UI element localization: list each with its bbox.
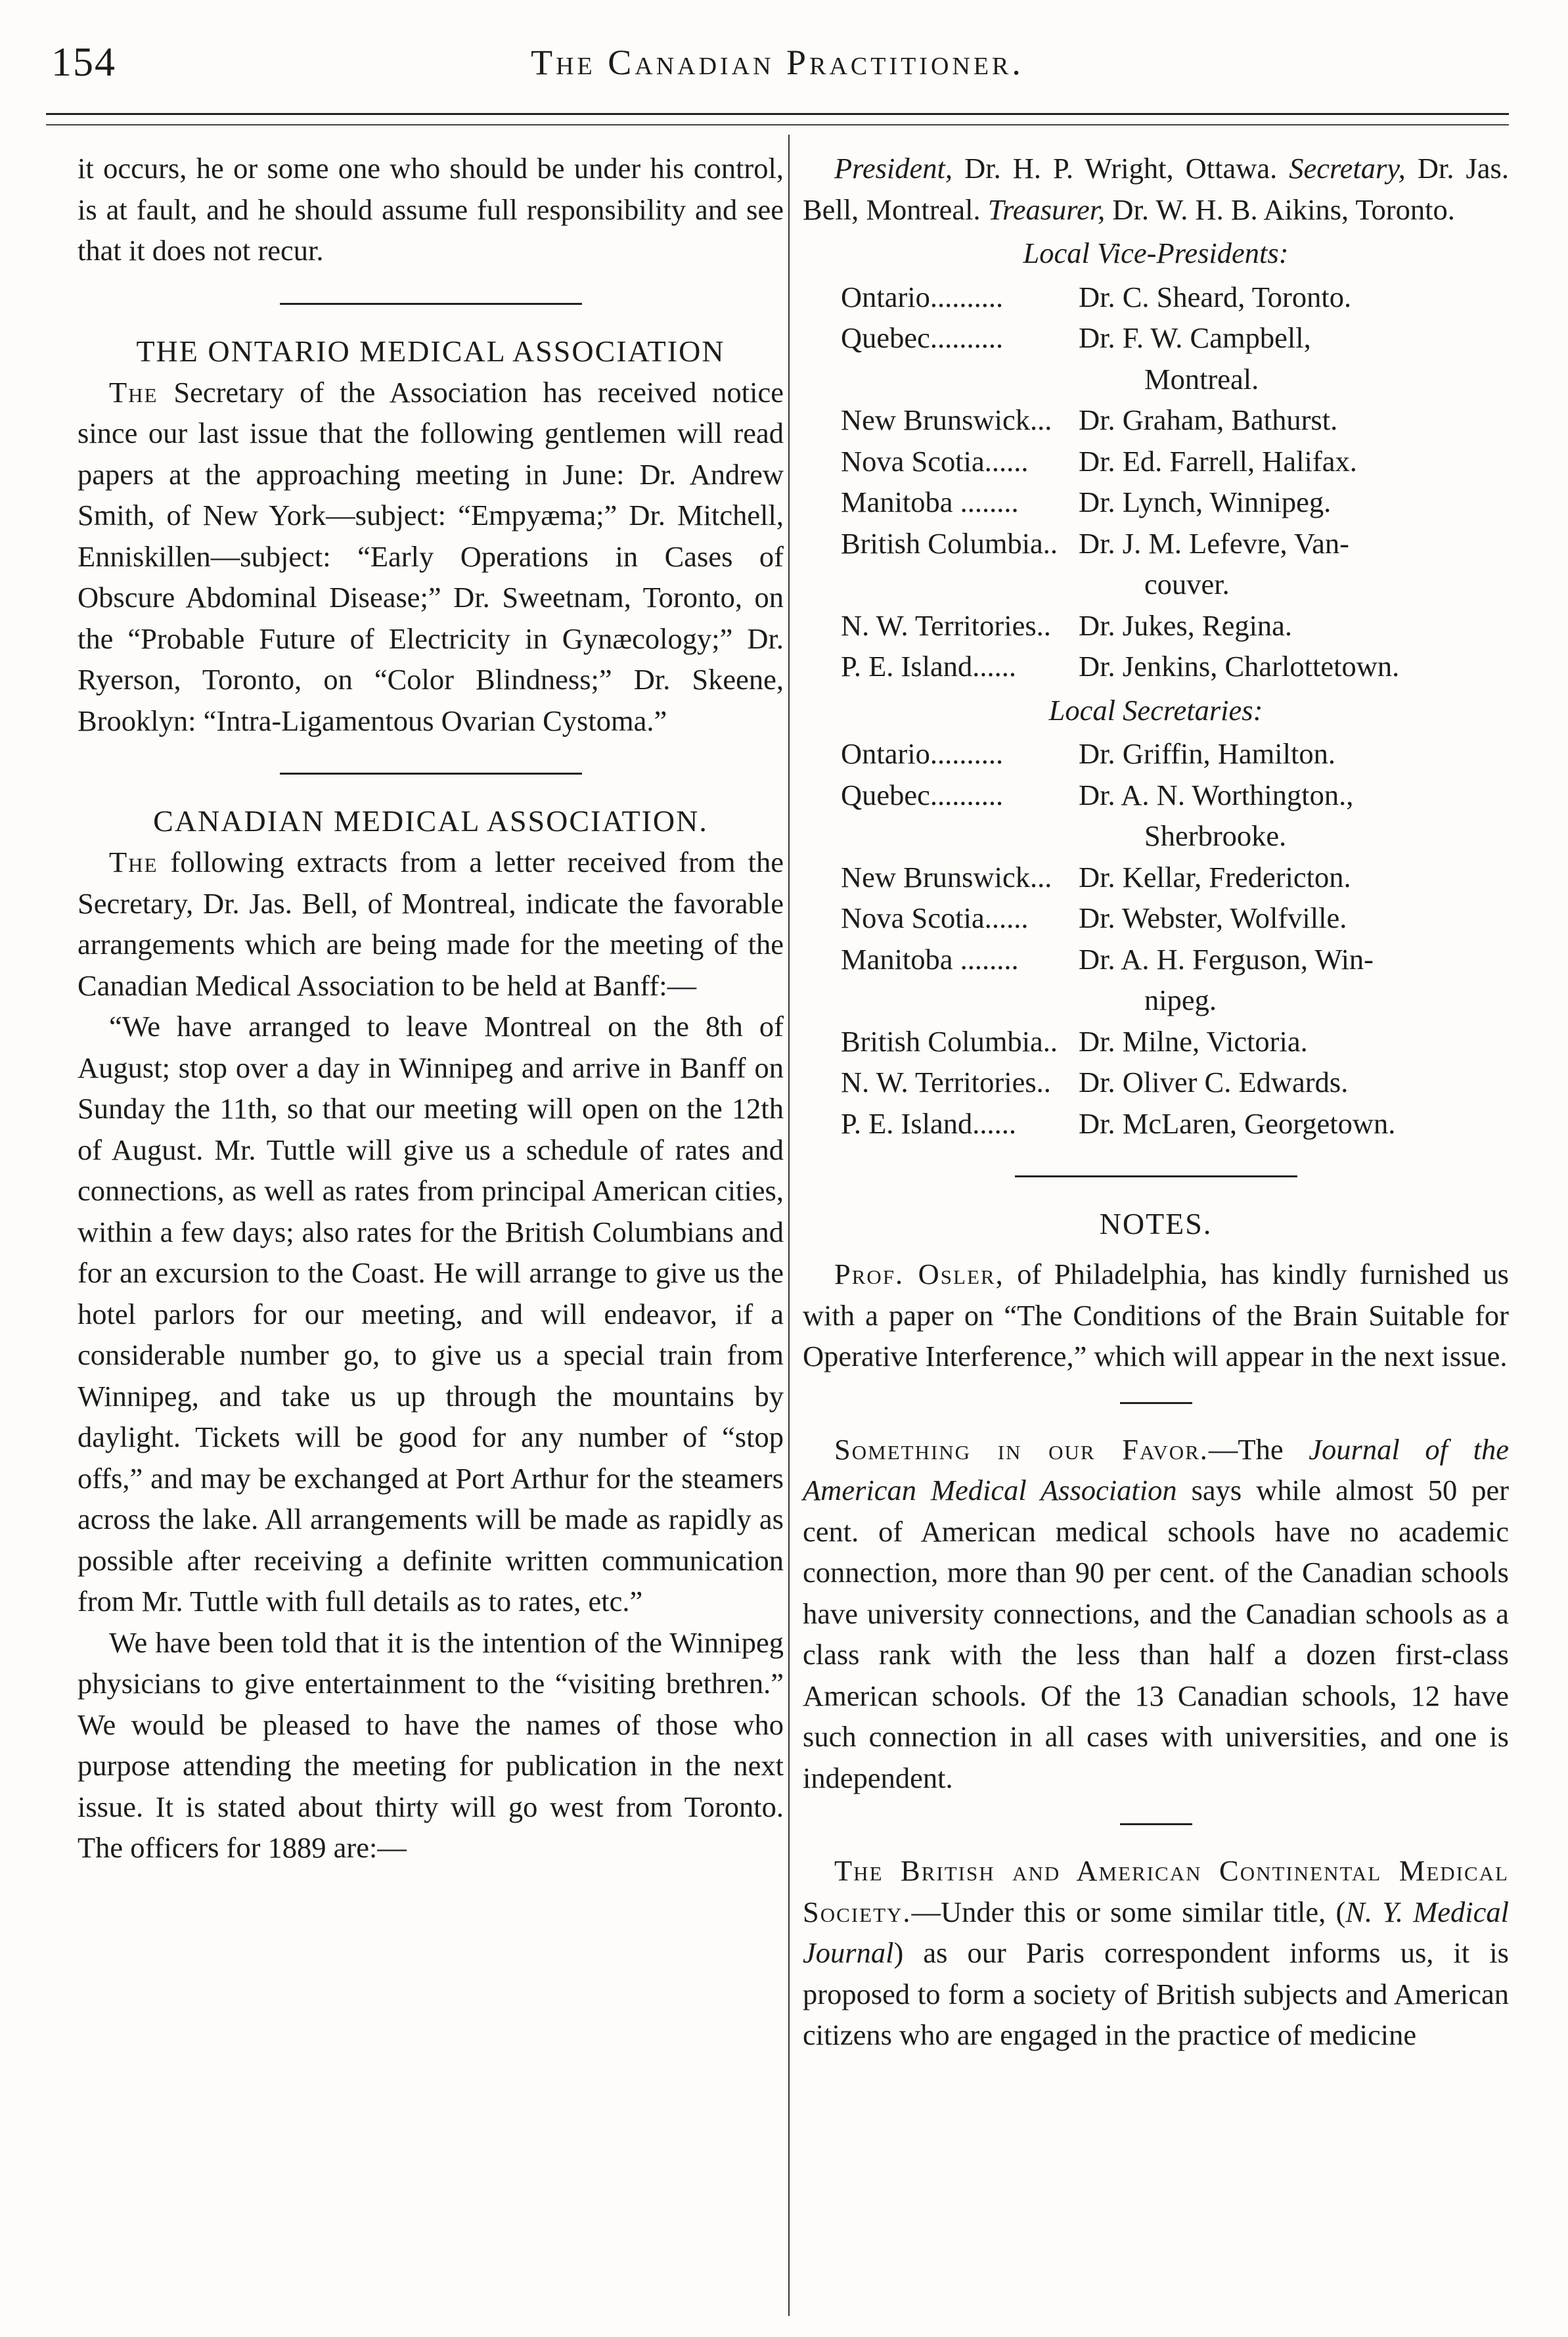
officer-name	[1079, 1103, 1509, 1145]
running-title: The Canadian Practitioner.	[531, 43, 1024, 82]
section-separator	[280, 773, 582, 775]
secretary-row	[803, 1062, 1509, 1103]
secretary-row	[803, 1021, 1509, 1062]
province-label: British Columbia..	[841, 526, 1058, 560]
header-double-rule	[46, 113, 1509, 125]
officer-name	[1079, 482, 1509, 523]
canadian-heading: CANADIAN MEDICAL ASSOCIATION.	[153, 804, 708, 838]
officer-name-text: Dr. Jenkins, Charlottetown.	[1079, 650, 1400, 683]
officer-name-text: Dr. McLaren, Georgetown.	[1079, 1106, 1396, 1140]
officer-name	[1079, 277, 1509, 318]
ontario-body: Secretary of the Association has received notice since our last issue that the following gentlemen will read papers at the approaching meeting in June: Dr. Andrew Smith, of New York—subject: “Empyæma;” Dr. Mitchell, Enniskillen—subject: “Early Operations in Cases of Obscure Abdominal Disease;” Dr. Sweetnam, Toronto, on the “Probable Future of Electricity in Gynæcology;” Dr. Ryerson, Toronto, on “Color Blindness;” Dr. Skeene, Brooklyn: “Intra-Ligamentous Ovarian Cystoma.”	[78, 375, 784, 737]
secretary-row	[803, 897, 1509, 939]
officer-name-text: Dr. Milne, Victoria.	[1079, 1024, 1308, 1058]
province-label: N. W. Territories..	[841, 608, 1051, 642]
officer-name	[1079, 605, 1509, 647]
favor-journal: Journal of the American Medical Association	[803, 1432, 1510, 1507]
officer-name-continuation: couver.	[1144, 568, 1230, 601]
province-label: Quebec..........	[841, 778, 1004, 811]
treasurer-name: Dr. W. H. B. Aikins, Toronto.	[1112, 193, 1455, 226]
right-column	[803, 148, 1509, 2056]
notes-heading: NOTES.	[1099, 1207, 1213, 1240]
province-label: Manitoba ........	[841, 486, 1019, 518]
officer-name-text: Dr. Jukes, Regina.	[1079, 608, 1293, 642]
secretary-row	[803, 733, 1509, 775]
province-label: British Columbia..	[841, 1024, 1058, 1058]
officer-name-text: Dr. Griffin, Hamilton.	[1079, 737, 1335, 770]
left-column	[78, 148, 784, 1869]
column-divider	[788, 135, 790, 2316]
province-label: Ontario..........	[841, 737, 1004, 770]
vice-president-row	[803, 523, 1509, 605]
province-label: N. W. Territories..	[841, 1066, 1051, 1099]
osler-note	[803, 1254, 1509, 1377]
secretaries-heading: Local Secretaries:	[1048, 693, 1263, 727]
treasurer-label: Treasurer,	[987, 193, 1106, 226]
vice-president-row	[803, 277, 1509, 318]
secretary-row	[803, 1103, 1509, 1145]
province-label: Nova Scotia......	[841, 444, 1029, 478]
officer-name	[1079, 897, 1509, 939]
officer-name	[1079, 1021, 1509, 1062]
province-label: Manitoba ........	[841, 942, 1019, 976]
province-label: Ontario..........	[841, 280, 1004, 313]
note-separator	[1120, 1402, 1192, 1404]
officer-name-text: Dr. F. W. Campbell,	[1079, 321, 1311, 354]
officer-name	[1079, 523, 1509, 605]
favor-note	[803, 1429, 1509, 1799]
officer-name-continuation: Montreal.	[1144, 362, 1259, 396]
canadian-paragraph	[78, 842, 784, 1006]
president-name: Dr. H. P. Wright, Ottawa.	[964, 152, 1278, 185]
officer-name	[1079, 939, 1509, 1021]
canadian-closing: We have been told that it is the intention of the Winnipeg physicians to give entertainment to the “visiting brethren.” We would be pleased to have the names of those who purpose attending the meeting for publication in the next issue. It is stated about thirty will go west from Toronto. The officers for 1889 are:—	[78, 1625, 784, 1864]
secretary-row	[803, 857, 1509, 898]
canadian-lead: The	[109, 846, 158, 878]
officer-name	[1079, 441, 1509, 482]
vice-presidents-list	[803, 277, 1509, 687]
officer-name-continuation: nipeg.	[1144, 984, 1217, 1016]
province-label: Quebec..........	[841, 321, 1004, 354]
province-label: P. E. Island......	[841, 1106, 1016, 1140]
favor-lead: Something in our Favor.	[834, 1432, 1209, 1466]
secretary-row	[803, 775, 1509, 857]
officer-name-text: Dr. Ed. Farrell, Halifax.	[1079, 444, 1357, 478]
vice-president-row	[803, 317, 1509, 399]
province-label: Nova Scotia......	[841, 901, 1029, 934]
page-header	[46, 33, 1509, 105]
favor-body: says while almost 50 per cent. of American medical schools have no academic connection, more than 90 per cent. of the Canadian schools have university connections, and the Canadian schools as a class rank with the less than half a dozen first-class American schools. Of the 13 Canadian schools, 12 have such connection in all cases with universities, and one is independent.	[803, 1474, 1510, 1794]
section-separator	[280, 303, 582, 305]
officer-name-text: Dr. Oliver C. Edwards.	[1079, 1066, 1349, 1099]
society-pre: —Under this or some similar title, (	[911, 1895, 1346, 1928]
officer-name-text: Dr. A. N. Worthington.,	[1079, 778, 1354, 811]
continuation-paragraph: it occurs, he or some one who should be under his control, is at fault, and he should assume full responsibility and see that it does not recur.	[78, 152, 784, 267]
ontario-paragraph	[78, 372, 784, 742]
officer-name-text: Dr. J. M. Lefevre, Van-	[1079, 526, 1349, 560]
osler-lead: Prof. Osler,	[834, 1258, 1004, 1290]
vice-president-row	[803, 646, 1509, 687]
president-label: President,	[834, 152, 953, 185]
officer-name	[1079, 646, 1509, 687]
officers-paragraph	[803, 148, 1509, 230]
officer-name-text: Dr. Graham, Bathurst.	[1079, 403, 1338, 436]
secretaries-list	[803, 733, 1509, 1144]
canadian-body: following extracts from a letter received from the Secretary, Dr. Jas. Bell, of Montreal, indicate the favorable arrangements which are being made for the meeting of the Canadian Medical Association to be held at Banff:—	[78, 846, 784, 1002]
vice-president-row	[803, 605, 1509, 647]
vice-president-row	[803, 441, 1509, 482]
officer-name	[1079, 733, 1509, 775]
canadian-quote: “We have arranged to leave Montreal on the 8th of August; stop over a day in Winnipeg and arrive in Banff on Sunday the 11th, so that our meeting will open on the 12th of August. Mr. Tuttle will give us a schedule of rates and connections, as well as rates from principal American cities, within a few days; also rates for the British Columbians and for an excursion to the Coast. He will arrange to give us the hotel parlors for our meeting, and will endeavor, if a considerable number go, to give us a special train from Winnipeg, and take us up through the mountains by daylight. Tickets will be good for any number of “stop offs,” and may be exchanged at Port Arthur for the steamers across the lake. All arrangements will be made as rapidly as possible after receiving a definite written communication from Mr. Tuttle with full details as to rates, etc.”	[78, 1010, 784, 1618]
province-label: P. E. Island......	[841, 650, 1016, 683]
officer-name	[1079, 399, 1509, 441]
secretary-row	[803, 939, 1509, 1021]
note-separator	[1120, 1823, 1192, 1825]
officer-name	[1079, 1062, 1509, 1103]
section-separator	[1015, 1175, 1297, 1177]
ontario-heading: THE ONTARIO MEDICAL ASSOCIATION	[136, 334, 725, 368]
society-note	[803, 1850, 1509, 2056]
osler-body: of Philadelphia, has kindly furnished us with a paper on “The Conditions of the Brain Suitable for Operative Interference,” which will appear in the next issue.	[803, 1258, 1509, 1373]
province-label: New Brunswick...	[841, 403, 1052, 436]
officer-name-text: Dr. Kellar, Fredericton.	[1079, 860, 1351, 894]
society-lead: The British and American Continental Medical Society.	[803, 1854, 1509, 1928]
society-body: ) as our Paris correspondent informs us, it is proposed to form a society of British subjects and American citizens who are engaged in the practice of medicine	[803, 1936, 1509, 2051]
officer-name-text: Dr. C. Sheard, Toronto.	[1079, 280, 1352, 313]
officer-name	[1079, 857, 1509, 898]
vice-president-row	[803, 482, 1509, 523]
officer-name-text: Dr. Webster, Wolfville.	[1079, 901, 1347, 934]
secretary-label: Secretary,	[1289, 152, 1406, 185]
officer-name-text: Dr. A. H. Ferguson, Win-	[1079, 942, 1374, 976]
page-number: 154	[51, 40, 116, 85]
ontario-lead: The	[109, 375, 158, 409]
favor-dash: —The	[1208, 1432, 1284, 1466]
officer-name	[1079, 775, 1509, 857]
society-journal: N. Y. Medical Journal	[803, 1895, 1509, 1969]
vice-president-row	[803, 399, 1509, 441]
vice-presidents-heading: Local Vice-Presidents:	[1023, 237, 1289, 269]
officer-name	[1079, 317, 1509, 399]
officer-name-text: Dr. Lynch, Winnipeg.	[1079, 486, 1332, 518]
officer-name-continuation: Sherbrooke.	[1144, 819, 1287, 852]
secretary-name: Dr. Jas. Bell, Montreal.	[803, 152, 1509, 226]
province-label: New Brunswick...	[841, 860, 1052, 894]
